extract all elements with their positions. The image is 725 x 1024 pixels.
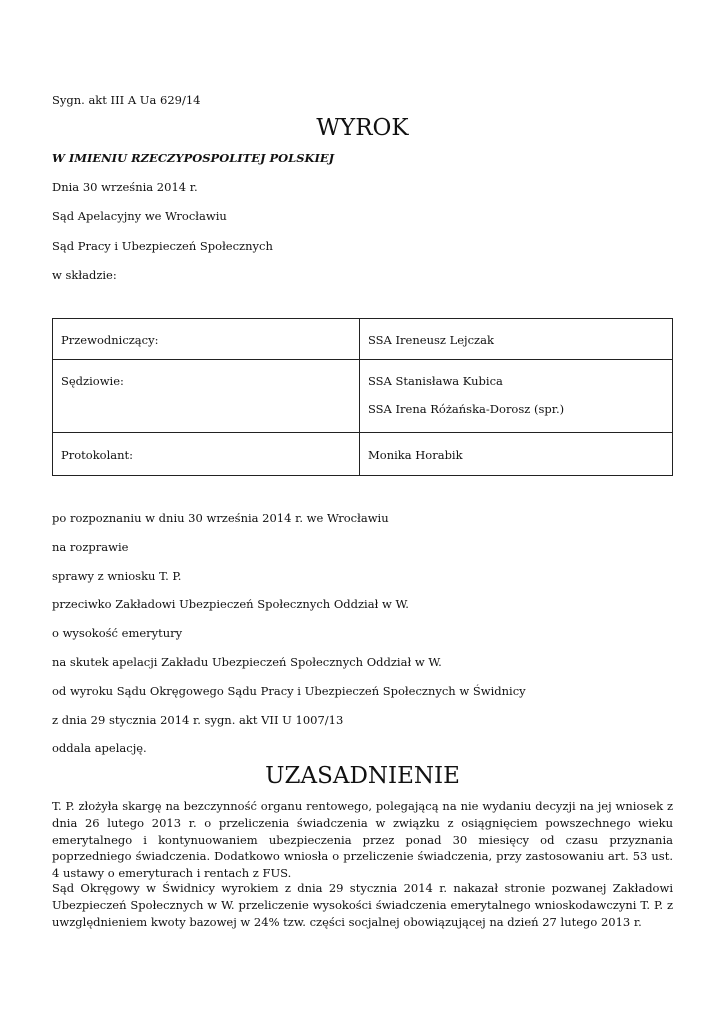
proceedings-line: na skutek apelacji Zakładu Ubezpieczeń Społecznych Oddział w W.	[52, 655, 442, 669]
verdict-line: oddala apelację.	[52, 741, 147, 755]
document-title: WYROK	[316, 115, 409, 141]
proceedings-line: z dnia 29 stycznia 2014 r. sygn. akt VII U 1007/13	[52, 713, 344, 727]
panel-name: SSA Stanisława Kubica	[368, 374, 503, 388]
panel-names	[360, 360, 673, 433]
proceedings-line: o wysokość emerytury	[52, 626, 183, 640]
panel-name: SSA Irena Różańska-Dorosz (spr.)	[368, 402, 565, 416]
panel-row-clerk	[53, 433, 673, 476]
proceedings-line: sprawy z wniosku T. P.	[52, 569, 182, 583]
panel-role: Protokolant:	[53, 433, 360, 476]
court-name: Sąd Apelacyjny we Wrocławiu	[52, 209, 227, 223]
panel-row-judges	[53, 360, 673, 433]
proceedings-line: przeciwko Zakładowi Ubezpieczeń Społecznych Oddział w W.	[52, 597, 409, 611]
proceedings-line: od wyroku Sądu Okręgowego Sądu Pracy i Ubezpieczeń Społecznych w Świdnicy	[52, 684, 526, 698]
justification-paragraph: Sąd Okręgowy w Świdnicy wyrokiem z dnia 29 stycznia 2014 r. nakazał stronie pozwanej Zakładowi Ubezpieczeń Społecznych w W. przeliczenie wysokości świadczenia emerytalnego wnioskodawczyni T. P. z uwzględnieniem kwoty bazowej w 24% tzw. części socjalnej obowiązującej na dzień 27 lutego 2013 r.	[52, 881, 673, 929]
document-subtitle: W IMIENIU RZECZYPOSPOLITEJ POLSKIEJ	[52, 151, 335, 165]
panel-name: SSA Ireneusz Lejczak	[368, 333, 494, 347]
panel-name: Monika Horabik	[368, 448, 463, 462]
composition-label: w składzie:	[52, 268, 117, 282]
proceedings-line: na rozprawie	[52, 540, 129, 554]
judgment-date: Dnia 30 września 2014 r.	[52, 180, 198, 194]
panel-names	[360, 433, 673, 476]
court-panel-table	[52, 318, 673, 476]
panel-names	[360, 319, 673, 360]
justification-paragraph: T. P. złożyła skargę na bezczynność organu rentowego, polegającą na nie wydaniu decyzji na jej wniosek z dnia 26 lutego 2013 r. o przeliczenia świadczenia w związku z osiągnięciem powszechnego wieku emerytalnego i kontynuowaniem ubezpieczenia przez ponad 30 miesięcy od czasu przyznania poprzedniego świadczenia. Dodatkowo wniosła o przeliczenie świadczenia, przy zastosowaniu art. 53 ust. 4 ustawy o emeryturach i rentach z FUS.	[52, 799, 673, 881]
panel-role: Sędziowie:	[53, 360, 360, 433]
proceedings-line: po rozpoznaniu w dniu 30 września 2014 r. we Wrocławiu	[52, 511, 389, 525]
panel-row-presiding	[53, 319, 673, 360]
court-division: Sąd Pracy i Ubezpieczeń Społecznych	[52, 239, 273, 253]
case-signature: Sygn. akt III A Ua 629/14	[52, 93, 201, 107]
justification-title: UZASADNIENIE	[265, 763, 460, 789]
panel-role: Przewodniczący:	[53, 319, 360, 360]
